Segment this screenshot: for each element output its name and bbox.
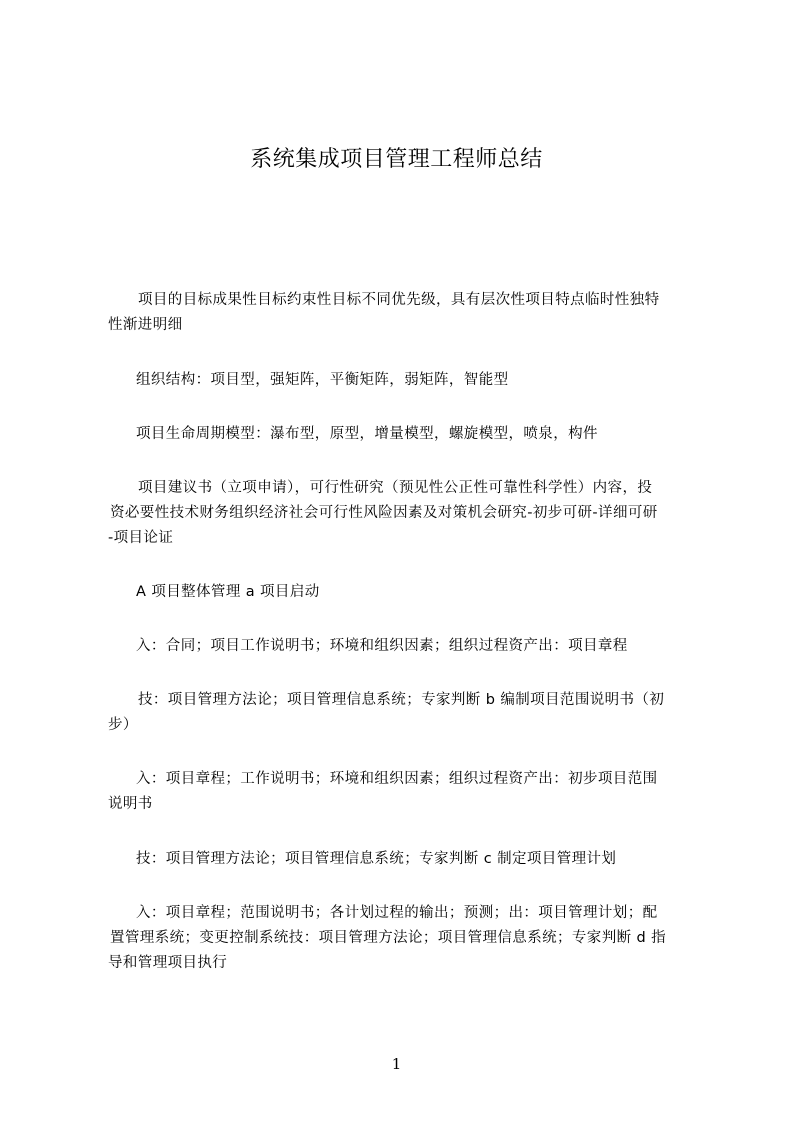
paragraph-line: 项目生命周期模型：瀑布型，原型，增量模型，螺旋模型，喷泉，构件 — [136, 426, 598, 442]
paragraph-line: 导和管理项目执行 — [108, 955, 228, 971]
paragraph-scope-tools — [108, 847, 708, 872]
paragraph-line: 入：项目章程；范围说明书；各计划过程的输出；预测；出：项目管理计划；配 — [136, 905, 658, 921]
paragraph-proposal — [108, 476, 708, 551]
paragraph-line: 组织结构：项目型，强矩阵，平衡矩阵，弱矩阵，智能型 — [136, 372, 509, 388]
paragraph-line: 入：项目章程；工作说明书；环境和组织因素；组织过程资产出：初步项目范围 — [136, 771, 658, 787]
document-title: 系统集成项目管理工程师总结 — [250, 147, 543, 172]
paragraph-scope-inputs — [108, 767, 708, 817]
paragraph-line: 步） — [108, 717, 138, 733]
paragraph-integration-mgmt — [108, 580, 708, 605]
paragraph-line: 说明书 — [108, 796, 153, 812]
paragraph-line: 技：项目管理方法论；项目管理信息系统；专家判断 c 制定项目管理计划 — [136, 851, 617, 867]
paragraph-line: 项目的目标成果性目标约束性目标不同优先级，具有层次性项目特点临时性独特 — [138, 292, 660, 308]
paragraph-line: 资必要性技术财务组织经济社会可行性风险因素及对策机会研究-初步可研-详细可研 — [110, 505, 658, 521]
paragraph-line: A 项目整体管理 a 项目启动 — [136, 584, 320, 600]
paragraph-initiation-tools — [108, 688, 708, 738]
paragraph-initiation-inputs — [108, 634, 708, 659]
paragraph-line: 置管理系统；变更控制系统技：项目管理方法论；项目管理信息系统；专家判断 d 指 — [110, 930, 667, 946]
paragraph-line: 入：合同；项目工作说明书；环境和组织因素；组织过程资产出：项目章程 — [136, 638, 628, 654]
paragraph-line: -项目论证 — [108, 530, 174, 546]
paragraph-project-goals — [108, 288, 708, 338]
paragraph-line: 性渐进明细 — [108, 317, 183, 333]
paragraph-org-structure — [108, 368, 708, 393]
page-number: 1 — [391, 1055, 402, 1073]
paragraph-line: 项目建议书（立项申请），可行性研究（预见性公正性可靠性科学性）内容，投 — [138, 480, 653, 496]
paragraph-line: 技：项目管理方法论；项目管理信息系统；专家判断 b 编制项目范围说明书（初 — [138, 692, 665, 708]
paragraph-plan-inputs — [108, 901, 708, 976]
paragraph-lifecycle-models — [108, 422, 708, 447]
